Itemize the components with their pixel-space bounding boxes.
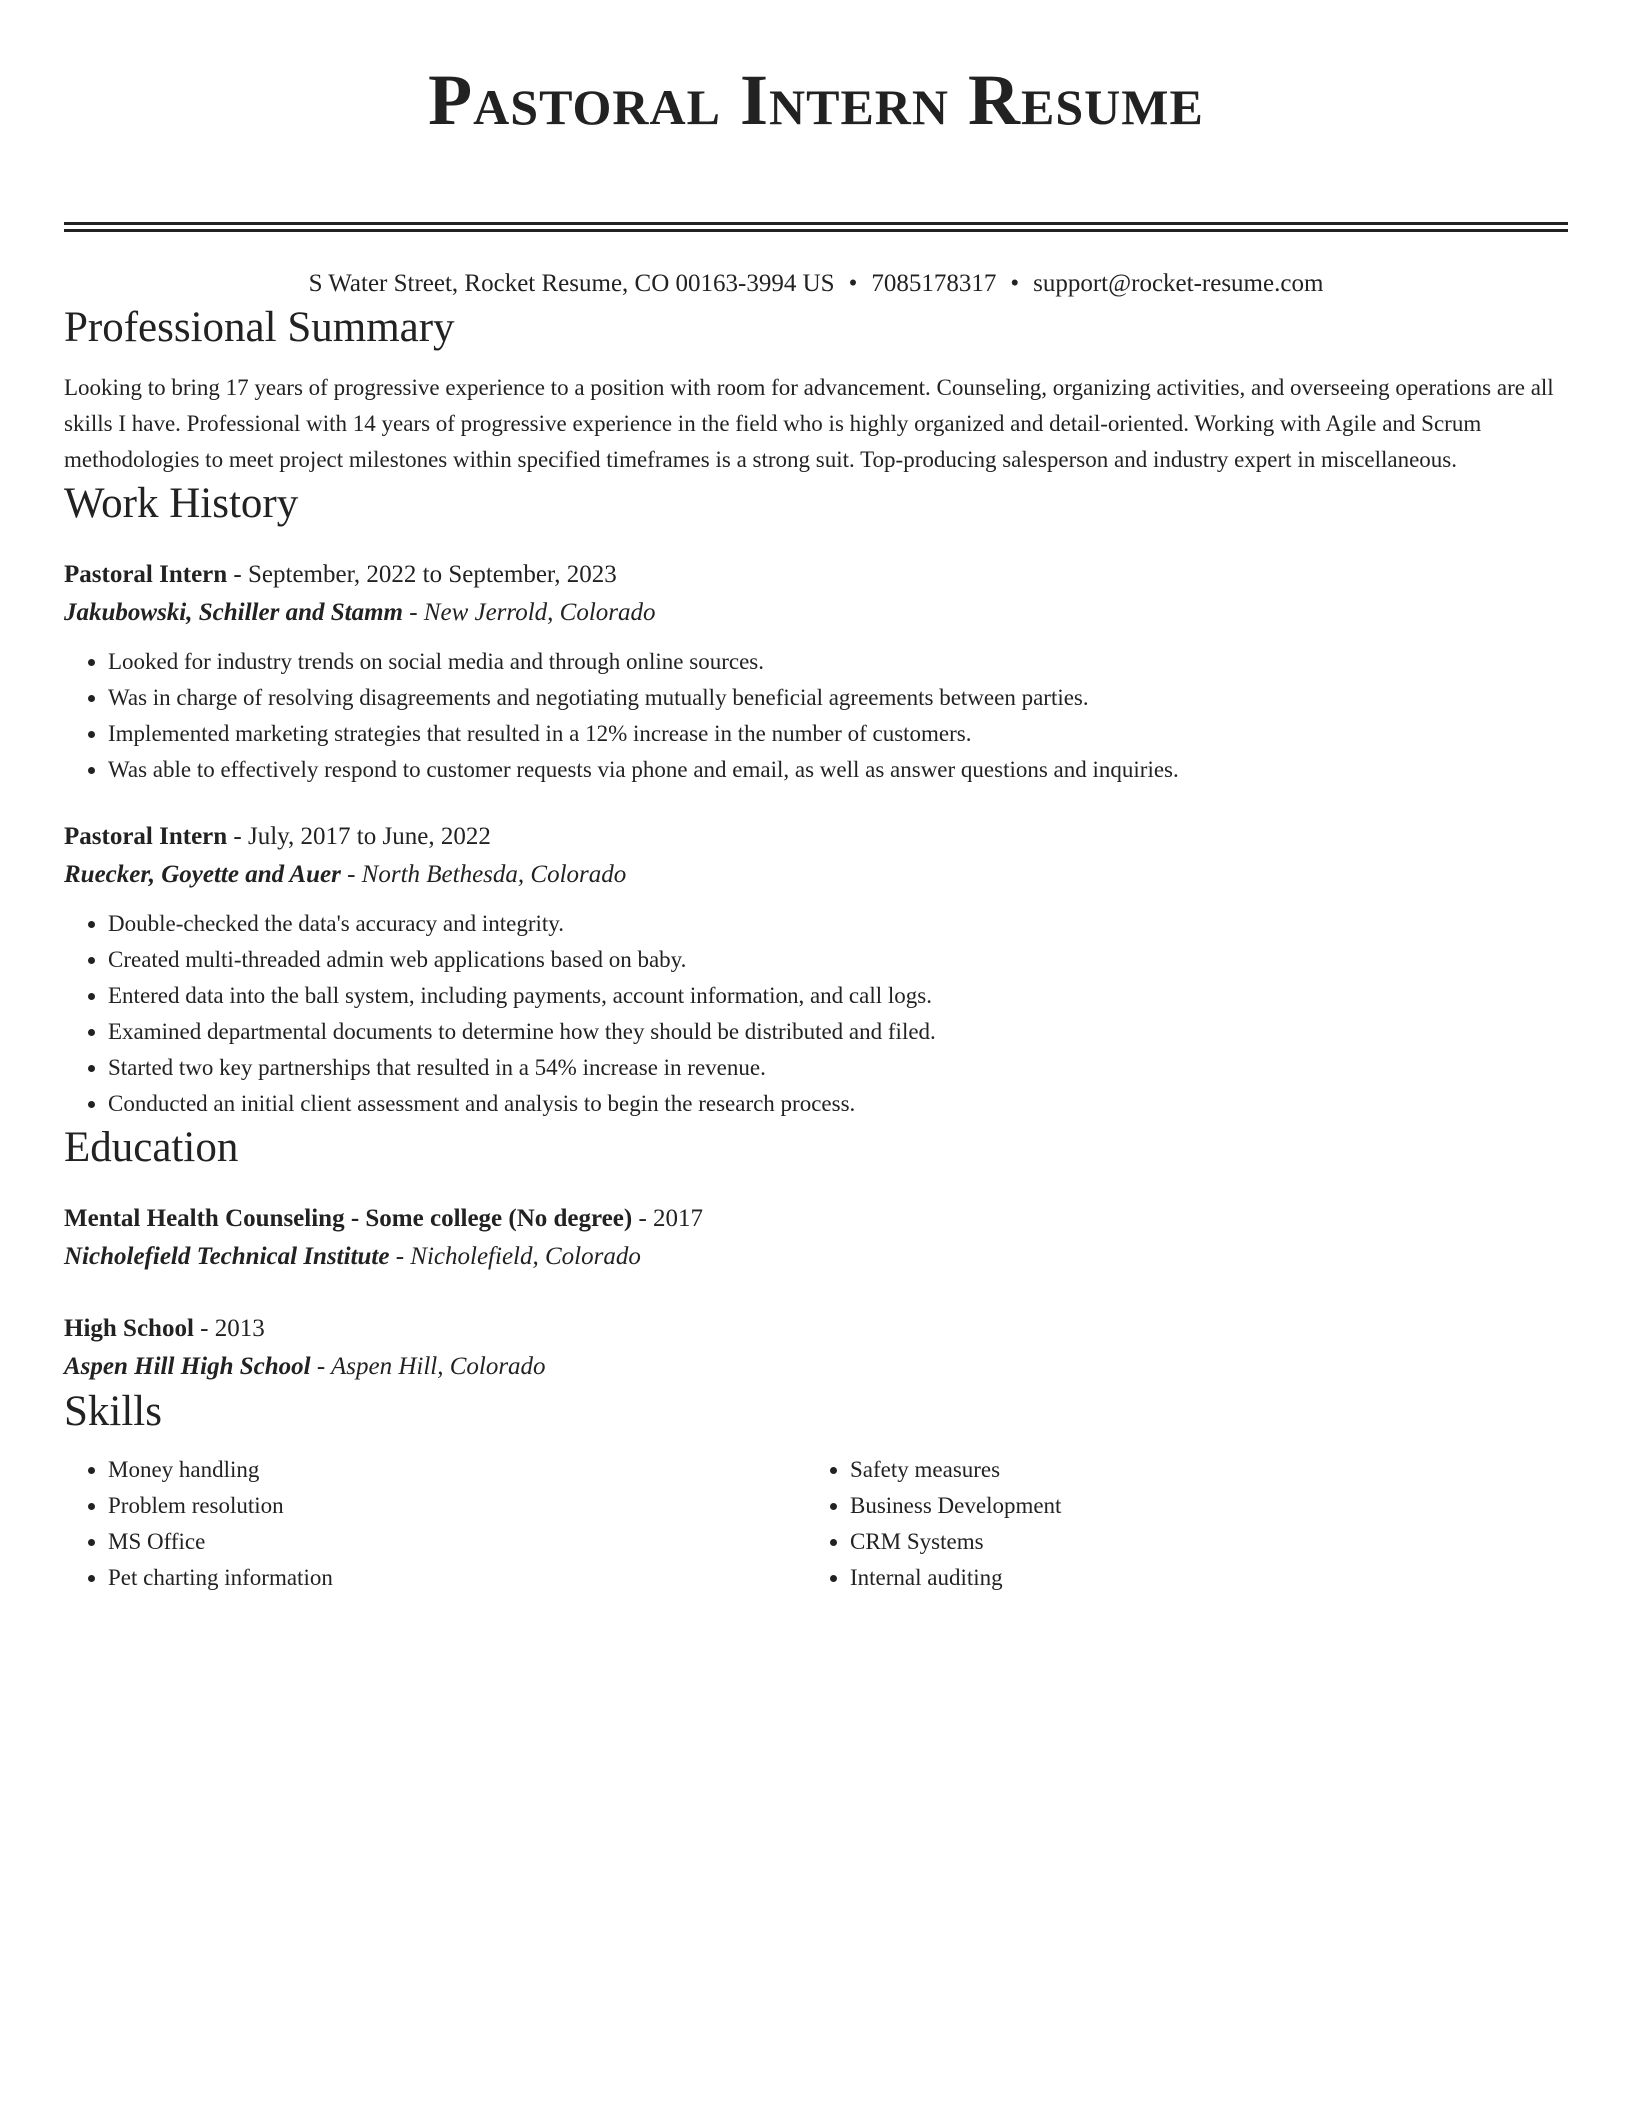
list-item: • Conducted an initial client assessment and analysis to begin the research process. — [108, 1086, 1568, 1122]
contact-separator: • — [1010, 270, 1020, 297]
education-degree: Mental Health Counseling - Some college (No degree) — [64, 1205, 633, 1232]
job-dates: - September, 2022 to September, 2023 — [227, 561, 617, 588]
skill-item: • Business Development — [850, 1488, 1548, 1524]
job-company: Jakubowski, Schiller and Stamm — [64, 599, 403, 626]
contact-line — [64, 266, 1568, 302]
list-item: • Looked for industry trends on social media and through online sources. — [108, 644, 1568, 680]
list-item: • Double-checked the data's accuracy and integrity. — [108, 906, 1568, 942]
skills-column-right — [806, 1452, 1548, 1596]
job-location: - New Jerrold, Colorado — [402, 599, 656, 626]
education-header — [64, 1200, 1568, 1238]
job-location: - North Bethesda, Colorado — [340, 861, 627, 888]
education-school-line — [64, 1238, 1568, 1276]
list-item: • Was able to effectively respond to customer requests via phone and email, as well as answer questions and inquiries. — [108, 752, 1568, 788]
contact-address: S Water Street, Rocket Resume, CO 00163-3994 US — [308, 270, 835, 297]
education-location: - Nicholefield, Colorado — [389, 1243, 641, 1270]
job-bullets — [64, 644, 1568, 788]
contact-email: support@rocket-resume.com — [1033, 270, 1324, 297]
education-year: - 2017 — [632, 1205, 704, 1232]
resume-title: Pastoral Intern Resume — [428, 60, 1204, 140]
job-header — [64, 818, 1568, 856]
education-school-line — [64, 1348, 1568, 1386]
skills-column-left — [64, 1452, 806, 1596]
list-item: • Started two key partnerships that resulted in a 54% increase in revenue. — [108, 1050, 1568, 1086]
list-item: • Created multi-threaded admin web applications based on baby. — [108, 942, 1568, 978]
job-title: Pastoral Intern — [64, 823, 228, 850]
job-title: Pastoral Intern — [64, 561, 228, 588]
education-school: Aspen Hill High School — [64, 1353, 311, 1380]
job-bullets — [64, 906, 1568, 1122]
section-heading-skills: Skills — [64, 1388, 162, 1435]
job-employer — [64, 856, 1568, 894]
list-item: • Entered data into the ball system, including payments, account information, and call logs. — [108, 978, 1568, 1014]
contact-separator: • — [848, 270, 858, 297]
education-entry — [64, 1200, 1568, 1276]
list-item: • Implemented marketing strategies that resulted in a 12% increase in the number of customers. — [108, 716, 1568, 752]
education-entry — [64, 1310, 1568, 1386]
skill-item: • CRM Systems — [850, 1524, 1548, 1560]
education-degree: High School — [64, 1315, 194, 1342]
title-double-rule — [64, 222, 1568, 232]
job-company: Ruecker, Goyette and Auer — [64, 861, 341, 888]
education-header — [64, 1310, 1568, 1348]
skill-item: • MS Office — [108, 1524, 806, 1560]
list-item: • Examined departmental documents to determine how they should be distributed and filed. — [108, 1014, 1568, 1050]
job-dates: - July, 2017 to June, 2022 — [227, 823, 491, 850]
work-entry — [64, 818, 1568, 1122]
section-heading-education: Education — [64, 1124, 239, 1171]
skill-item: • Problem resolution — [108, 1488, 806, 1524]
work-entry — [64, 556, 1568, 788]
list-item: • Was in charge of resolving disagreements and negotiating mutually beneficial agreements between parties. — [108, 680, 1568, 716]
section-heading-summary: Professional Summary — [64, 304, 455, 351]
skills-grid — [64, 1452, 1568, 1596]
skill-item: • Money handling — [108, 1452, 806, 1488]
contact-phone: 7085178317 — [871, 270, 997, 297]
summary-text: Looking to bring 17 years of progressive experience to a position with room for advancement. Counseling, organizing activities, and overseeing operations are all skills I have. Professional with 14 years of progressive experience in the field who is highly organized and detail-oriented. Working with Agile and Scrum methodologies to meet project milestones within specified timeframes is a strong suit. Top-producing salesperson and industry expert in miscellaneous. — [64, 375, 1554, 472]
education-location: - Aspen Hill, Colorado — [310, 1353, 546, 1380]
skill-item: • Pet charting information — [108, 1560, 806, 1596]
skill-item: • Safety measures — [850, 1452, 1548, 1488]
education-year: - 2013 — [193, 1315, 265, 1342]
section-heading-work-history: Work History — [64, 480, 299, 527]
job-employer — [64, 594, 1568, 632]
education-school: Nicholefield Technical Institute — [64, 1243, 390, 1270]
skill-item: • Internal auditing — [850, 1560, 1548, 1596]
job-header — [64, 556, 1568, 594]
